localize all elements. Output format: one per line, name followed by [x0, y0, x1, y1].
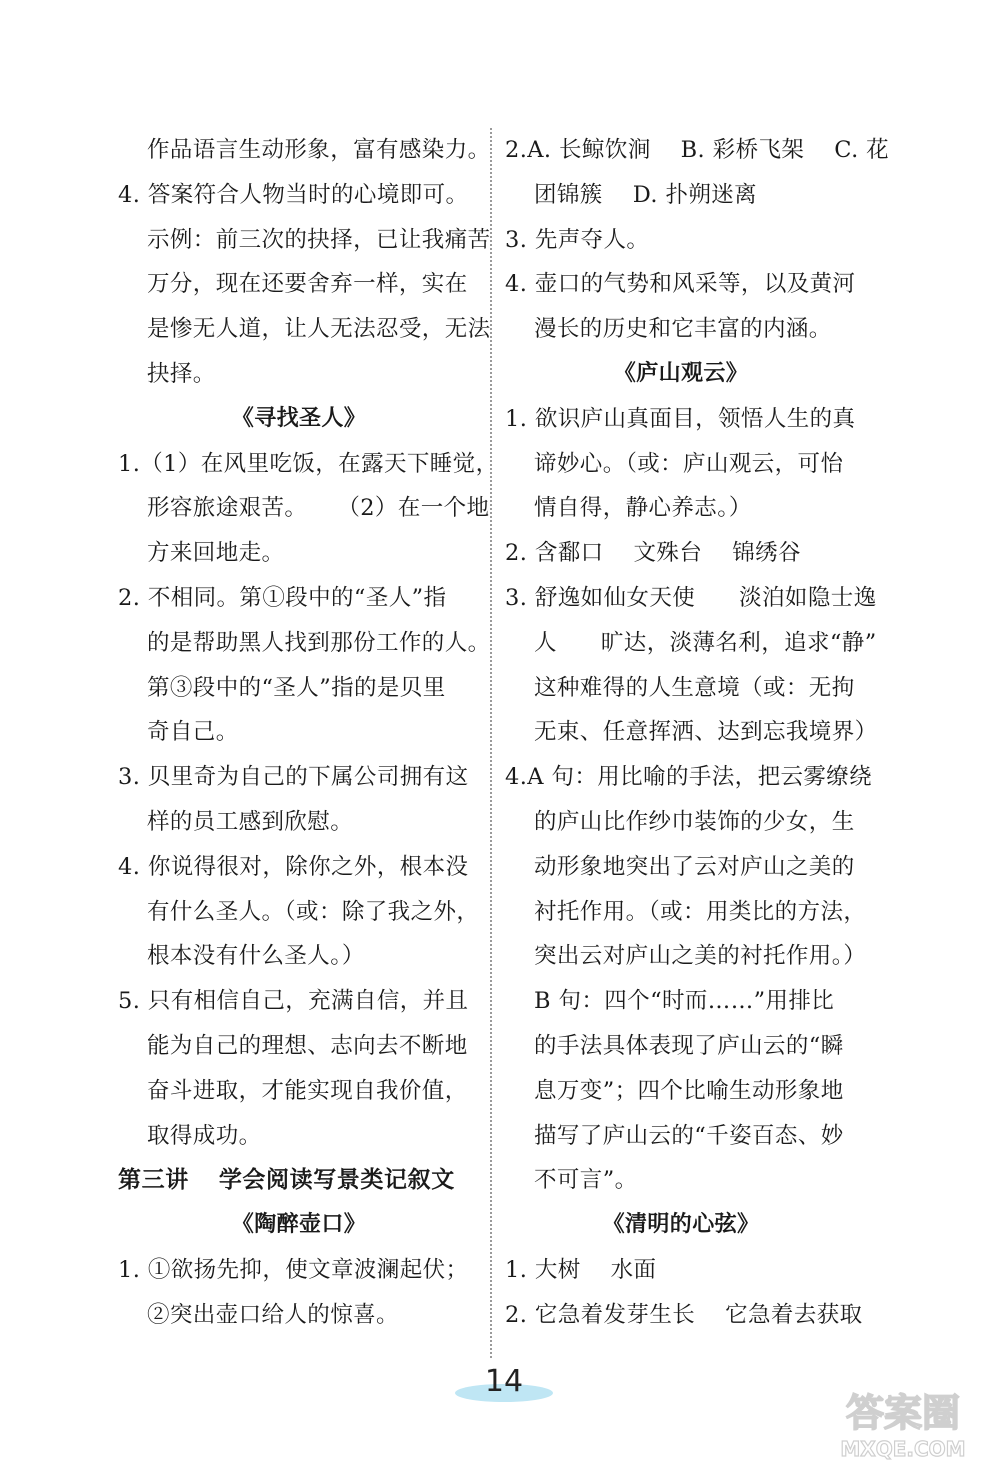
answer-item-1: 1.（1）在风里吃饭，在露天下睡觉，: [118, 450, 499, 477]
section-title-xunzhao-shengren: 《寻找圣人》: [231, 405, 367, 431]
answer-line: 样的员工感到欣慰。: [147, 808, 354, 835]
answer-line: 取得成功。: [147, 1122, 262, 1149]
section-title-taozui-hukou: 《陶醉壶口》: [231, 1212, 367, 1238]
answer-item-4: 4. 答案符合人物当时的心境即可。: [118, 181, 469, 208]
answer-line: 息万变”；四个比喻生动形象地: [534, 1077, 844, 1104]
answer-item-2: 2. 不相同。第①段中的“圣人”指: [118, 584, 447, 611]
answer-line: 奋斗进取，才能实现自我价值，: [147, 1077, 468, 1104]
answer-line: 这种难得的人生意境（或：无拘: [534, 674, 855, 701]
watermark-title: 答案圈: [845, 1391, 961, 1435]
answer-line: 的庐山比作纱巾装饰的少女，生: [534, 808, 855, 835]
answer-line: 形容旅途艰苦。 （2）在一个地: [147, 495, 490, 522]
answer-line: 能为自己的理想、志向去不断地: [147, 1032, 468, 1059]
section-title-qingming-xinxian: 《清明的心弦》: [602, 1212, 760, 1238]
answer-item-2: 2.A. 长鲸饮涧 B. 彩桥飞架 C. 花: [505, 137, 890, 163]
answer-item-4: 4. 你说得很对，除你之外，根本没: [118, 853, 469, 880]
chapter-heading: 第三讲 学会阅读写景类记叙文: [118, 1167, 455, 1194]
right-column: [505, 128, 890, 1338]
answer-line: 抉择。: [147, 360, 216, 387]
answer-line: 漫长的历史和它丰富的内涵。: [534, 316, 832, 343]
answer-line: 作品语言生动形象，富有感染力。: [147, 137, 491, 163]
answer-line: 的手法具体表现了庐山云的“瞬: [534, 1032, 844, 1059]
answer-line: 有什么圣人。（或：除了我之外，: [147, 898, 480, 925]
answer-item-4: 4.A 句：用比喻的手法，把云雾缭绕: [505, 764, 873, 791]
answer-line: 动形象地突出了云对庐山之美的: [534, 853, 855, 880]
answer-line: 团锦簇 D. 扑朔迷离: [534, 181, 758, 208]
answer-item-1: 1. 大树 水面: [505, 1256, 657, 1283]
answer-item-3: 3. 贝里奇为自己的下属公司拥有这: [118, 764, 469, 791]
watermark-url: MXQE.COM: [840, 1437, 966, 1461]
answer-line: 突出云对庐山之美的衬托作用。）: [534, 943, 867, 970]
answer-item-2: 2. 含鄱口 文殊台 锦绣谷: [505, 540, 801, 567]
answer-line: 奇自己。: [147, 719, 239, 746]
answer-line: 方来回地走。: [147, 540, 285, 567]
answer-item-4: 4. 壶口的气势和风采等，以及黄河: [505, 271, 856, 298]
answer-line: 谛妙心。（或：庐山观云，可怡: [534, 450, 844, 477]
answer-line: 万分，现在还要舍弃一样，实在: [147, 271, 468, 298]
page-number-badge: [455, 1364, 553, 1406]
answer-line: 情自得，静心养志。）: [534, 495, 752, 522]
answer-line: 无束、任意挥洒、达到忘我境界）: [534, 719, 878, 746]
answer-line: 衬托作用。（或：用类比的方法，: [534, 898, 867, 925]
answer-line: B 句：四个“时而……”用排比: [534, 988, 835, 1015]
answer-line: 根本没有什么圣人。）: [147, 943, 365, 970]
answer-line: ②突出壶口给人的惊喜。: [147, 1301, 399, 1328]
answer-item-3: 3. 先声夺人。: [505, 226, 650, 253]
answer-item-1: 1. 欲识庐山真面目，领悟人生的真: [505, 405, 856, 432]
watermark-logo: [818, 1382, 988, 1462]
answer-item-2: 2. 它急着发芽生长 它急着去获取: [505, 1301, 863, 1328]
answer-line: 的是帮助黑人找到那份工作的人。: [147, 629, 491, 656]
answer-line: 示例：前三次的抉择，已让我痛苦: [147, 226, 491, 253]
page-number: 14: [484, 1364, 524, 1399]
answer-line: 描写了庐山云的“千姿百态、妙: [534, 1122, 844, 1149]
answer-line: 人 旷达，淡薄名利，追求“静”: [534, 629, 877, 656]
answer-line: 不可言”。: [534, 1167, 638, 1194]
answer-item-3: 3. 舒逸如仙女天使 淡泊如隐士逸: [505, 584, 877, 611]
answer-item-5: 5. 只有相信自己，充满自信，并且: [118, 988, 469, 1015]
left-column: [118, 128, 499, 1338]
answer-item-1: 1. ①欲扬先抑，使文章波澜起伏；: [118, 1256, 469, 1283]
answer-line: 第③段中的“圣人”指的是贝里: [147, 674, 446, 701]
answer-line: 是惨无人道，让人无法忍受，无法: [147, 316, 491, 343]
section-title-lushan-guanyun: 《庐山观云》: [613, 360, 749, 386]
